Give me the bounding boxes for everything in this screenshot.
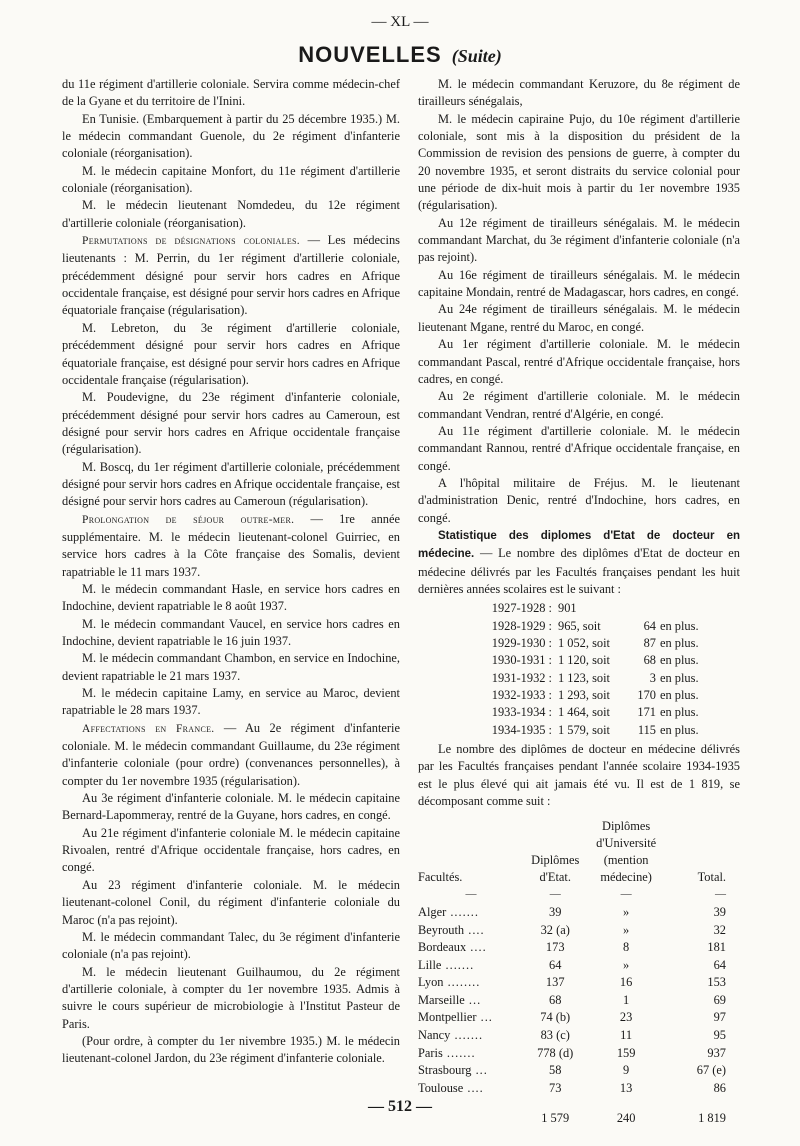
year-value: 1 052, soit (558, 636, 610, 650)
faculty-name: Montpellier (418, 1010, 477, 1025)
year-label: 1928-1929 : (491, 618, 552, 633)
paragraph: M. le médecin commandant Vaucel, en service hors cadres en Indochine, devient rapatriable le 16 juin 1937. (62, 616, 400, 648)
paragraph: M. Boscq, du 1er régiment d'artillerie coloniale, précédemment désigné pour servir hors cadres en Afrique occidentale française, est désigné pour servir hors cadres au Cameroun (régularisation). (62, 459, 400, 509)
leader-dots: ....... (442, 1045, 476, 1060)
total-universite: 240 (616, 1110, 636, 1125)
year-row (418, 722, 740, 739)
year-row (418, 618, 740, 635)
roman-folio: — XL — (371, 14, 429, 30)
paragraph: Au 2e régiment d'artillerie coloniale. M. le médecin commandant Vendran, rentré d'Algérie, en congé. (418, 389, 740, 421)
table-row (418, 1027, 740, 1045)
year-difference: 171 (637, 705, 656, 720)
cell-universite: 16 (619, 975, 633, 990)
paragraph: M. le médecin lieutenant Guilhaumou, du 2e régiment d'artillerie coloniale, à compter du 1er novembre 1935. Admis à suivre le cours supérieur de microbiologie à l'Institut Pasteur de Paris. (62, 964, 400, 1031)
year-suffix (656, 600, 660, 617)
year-suffix: en plus. (660, 636, 699, 650)
cell-etat: 173 (545, 940, 565, 955)
paragraph: Au 12e régiment de tirailleurs sénégalais. M. le médecin commandant Marchat, du 3e régiment d'infanterie coloniale (n'a pas rejoint). (418, 215, 740, 265)
leader-dots: .... (463, 1080, 484, 1095)
grand-total: 1 819 (698, 1110, 726, 1125)
faculty-name: Strasbourg (418, 1063, 472, 1078)
section-label: Statistique des diplomes d'Etat de docteur en médecine. (418, 529, 740, 561)
cell-etat: 39 (549, 904, 562, 919)
year-difference: 87 (643, 636, 656, 650)
paragraph-text: — Au 2e régiment d'infanterie coloniale. M. le médecin commandant Guillaume, du 23e régiment d'infanterie coloniale (pour ordre) (convenances personnelles), à compter du 1er novembre 1935 (régularisation). (62, 720, 400, 788)
year-label: 1933-1934 : (491, 705, 552, 720)
year-row (418, 600, 740, 617)
heading-title: NOUVELLES (298, 42, 442, 67)
table-row (418, 939, 740, 957)
leader-dots: .... (466, 940, 487, 955)
table-row (418, 992, 740, 1010)
paragraph-text: — Le nombre des diplômes d'Etat de docteur en médecine délivrés par les Facultés françaises pendant les huit dernières années scolaires est le suivant : (418, 546, 740, 596)
year-label: 1932-1933 : (491, 688, 552, 703)
paragraph: Au 21e régiment d'infanterie coloniale M. le médecin capitaine Rivoalen, rentré d'Afrique occidentale française, hors cadres, en congé. (62, 825, 400, 875)
paragraph: du 11e régiment d'artillerie coloniale. Servira comme médecin-chef de la Gyane et du territoire de l'Inini. (62, 77, 400, 109)
paragraph: Au 3e régiment d'infanterie coloniale. M. le médecin capitaine Bernard-Lapommeray, rentré de la Guyane, hors cadres, en congé. (62, 791, 400, 823)
paragraph: M. Lebreton, du 3e régiment d'artillerie coloniale, précédemment désigné pour servir hors cadres en Afrique équatoriale française, est désigné pour servir hors cadres en Afrique occidentale française (régularisation). (62, 320, 400, 387)
heading-subtitle: (Suite) (451, 46, 502, 66)
leader-dots: ... (476, 1010, 493, 1025)
column-header-universite: Diplômes d'Université (mention médecine) (596, 819, 657, 885)
paragraph: M. le médecin commandant Talec, du 3e régiment d'infanterie coloniale (n'a pas rejoint). (62, 929, 400, 962)
table-row (418, 1045, 740, 1063)
paragraph: Au 1er régiment d'artillerie coloniale. M. le médecin commandant Pascal, rentré d'Afrique occidentale française, hors cadres, en congé. (418, 337, 740, 386)
cell-universite: » (623, 922, 630, 937)
paragraph: Le nombre des diplômes de docteur en médecine délivrés par les Facultés françaises pendant l'année scolaire 1934-1935 est le plus élevé qui ait jamais été vu. Il est de 1 819, se décomposant comme suit : (418, 742, 740, 809)
paragraph: A l'hôpital militaire de Fréjus. M. le lieutenant d'administration Denic, rentré d'Indochine, hors cadres, en congé. (418, 475, 740, 525)
cell-total: 39 (713, 904, 726, 919)
cell-etat: 73 (549, 1080, 562, 1095)
paragraph: En Tunisie. (Embarquement à partir du 25 décembre 1935.) M. le médecin commandant Guenole, du 2e régiment d'infanterie coloniale (réorganisation). (62, 111, 400, 161)
year-row (418, 652, 740, 669)
cell-etat: 64 (549, 957, 562, 972)
paragraph (62, 232, 400, 320)
faculty-name: Lyon (418, 975, 444, 990)
faculty-name: Paris (418, 1045, 443, 1060)
paragraph: M. le médecin commandant Hasle, en service hors cadres en Indochine, devient rapatriable le 8 août 1937. (62, 581, 400, 614)
rule-dash: — (620, 888, 632, 901)
column-header-etat: Diplômes d'Etat. (531, 853, 580, 885)
year-label: 1934-1935 : (491, 722, 552, 737)
cell-etat: 83 (c) (540, 1028, 570, 1043)
year-suffix: en plus. (660, 618, 699, 633)
paragraph: Au 24e régiment de tirailleurs sénégalais. M. le médecin lieutenant Mgane, rentré du Maroc, en congé. (418, 302, 740, 334)
year-label: 1929-1930 : (491, 636, 552, 650)
year-difference: 64 (643, 618, 656, 633)
table-row (418, 1062, 740, 1080)
year-difference: 115 (637, 722, 656, 737)
year-value: 1 464, soit (558, 705, 610, 720)
leader-dots: ........ (443, 975, 481, 990)
cell-total: 937 (707, 1045, 726, 1060)
year-value: 1 123, soit (558, 670, 610, 685)
cell-universite: » (623, 957, 630, 972)
year-suffix: en plus. (660, 670, 699, 685)
faculty-name: Toulouse (418, 1080, 464, 1095)
section-heading (0, 42, 800, 68)
leader-dots: .... (464, 922, 485, 937)
cell-etat: 68 (549, 992, 562, 1007)
faculty-name: Nancy (418, 1028, 451, 1043)
cell-universite: 23 (619, 1010, 633, 1025)
year-label: 1931-1932 : (491, 670, 552, 685)
leader-dots: ....... (446, 904, 479, 919)
year-row (418, 687, 740, 704)
rule-dash: — (465, 888, 477, 901)
paragraph: M. le médecin lieutenant Nomdedeu, du 12e régiment d'artillerie coloniale (réorganisation). (62, 198, 400, 230)
paragraph: (Pour ordre, à compter du 1er nivembre 1935.) M. le médecin lieutenant-colonel Jardon, du 23e régiment d'infanterie coloniale. (62, 1033, 400, 1066)
year-suffix: en plus. (660, 653, 699, 668)
year-value: 1 579, soit (558, 722, 610, 737)
cell-etat: 74 (b) (540, 1010, 571, 1025)
leader-dots: ... (471, 1063, 488, 1078)
year-suffix: en plus. (660, 688, 699, 703)
leader-dots: ....... (450, 1028, 484, 1043)
cell-universite: 11 (620, 1028, 633, 1043)
cell-etat: 58 (549, 1063, 562, 1078)
table-row (418, 1009, 740, 1027)
year-value: 1 120, soit (558, 653, 610, 668)
year-suffix: en plus. (660, 722, 699, 737)
cell-etat: 137 (545, 975, 565, 990)
cell-total: 181 (707, 940, 726, 955)
year-label: 1930-1931 : (491, 653, 552, 668)
year-value: 1 293, soit (558, 688, 610, 703)
faculty-diploma-table (418, 818, 740, 1127)
year-value: 901 (558, 601, 577, 616)
cell-total: 86 (713, 1080, 726, 1095)
year-row (418, 635, 740, 652)
paragraph (62, 511, 400, 581)
faculty-name: Lille (418, 957, 442, 972)
cell-total: 153 (707, 975, 726, 990)
cell-etat: 778 (d) (537, 1045, 574, 1060)
faculty-name: Bordeaux (418, 940, 467, 955)
cell-universite: » (623, 904, 630, 919)
table-row (418, 1080, 740, 1098)
page-number: — 512 — (368, 1098, 432, 1115)
cell-total: 64 (713, 957, 726, 972)
rule-dash: — (715, 888, 726, 901)
paragraph: Au 23 régiment d'infanterie coloniale. M. le médecin lieutenant-colonel Conil, du régiment d'infanterie coloniale du Maroc (n'a pas rejoint). (62, 877, 400, 927)
year-row (418, 670, 740, 687)
cell-total: 95 (713, 1028, 726, 1043)
year-row (418, 704, 740, 721)
cell-etat: 32 (a) (540, 922, 570, 937)
faculty-name: Alger (418, 904, 447, 919)
paragraph: Au 11e régiment d'artillerie coloniale. M. le médecin commandant Rannou, rentré d'Afrique occidentale française, en congé. (418, 423, 740, 473)
paragraph: M. Poudevigne, du 23e régiment d'infanterie coloniale, précédemment désigné pour servir hors cadres au Cameroun, est désigné pour servir hors cadres en Afrique occidentale française (régularisation). (62, 390, 400, 457)
year-difference: 170 (637, 688, 656, 703)
paragraph: M. le médecin capiraine Pujo, du 10e régiment d'artillerie coloniale, sont mis à la disposition du président de la Commission de revision des pensions de guerre, à compter du 20 novembre 1935, et seront distraits du service colonial pour une période de dix-huit mois à partir du 1er novembre 1935 (régularisation). (418, 111, 740, 213)
table-row (418, 921, 740, 939)
cell-universite: 9 (623, 1063, 630, 1078)
right-column (418, 76, 740, 1127)
leader-dots: ... (464, 992, 482, 1007)
paragraph (62, 720, 400, 790)
yearly-diploma-list (418, 600, 740, 739)
left-column (62, 76, 400, 1068)
column-header-total: Total. (697, 870, 726, 885)
year-difference: 3 (649, 670, 656, 685)
section-label: Prolongation de séjour outre-mer. (82, 513, 295, 526)
year-suffix: en plus. (660, 705, 699, 720)
year-difference (626, 600, 656, 617)
cell-universite: 13 (619, 1080, 633, 1095)
cell-universite: 159 (616, 1045, 636, 1060)
table-row (418, 957, 740, 975)
paragraph: M. le médecin capitaine Monfort, du 11e régiment d'artillerie coloniale (réorganisation). (62, 163, 400, 196)
cell-total: 69 (713, 992, 726, 1007)
cell-total: 97 (713, 1010, 726, 1025)
year-difference: 68 (643, 653, 656, 668)
year-value: 965, soit (558, 618, 601, 633)
paragraph: Au 16e régiment de tirailleurs sénégalais. M. le médecin capitaine Mondain, rentré de Madagascar, hors cadres, en congé. (418, 267, 740, 300)
faculty-name: Beyrouth (418, 922, 465, 937)
total-etat: 1 579 (541, 1110, 570, 1125)
cell-universite: 8 (623, 940, 630, 955)
paragraph: M. le médecin commandant Keruzore, du 8e régiment de tirailleurs sénégalais, (418, 77, 740, 109)
section-label: Affectations en France. (82, 722, 215, 735)
column-header-faculte: Facultés. (418, 870, 463, 885)
paragraph: M. le médecin commandant Chambon, en service en Indochine, devient rapatriable le 21 mars 1937. (62, 651, 400, 683)
table-row (418, 904, 740, 922)
paragraph-text: — Les médecins lieutenants : M. Perrin, du 1er régiment d'artillerie coloniale, précédemment désigné pour servir hors cadres en Afrique occidentale française, est désigné pour servir hors cadres en Afrique équatoriale française (régularisation). (62, 233, 400, 318)
cell-universite: 1 (623, 992, 630, 1007)
rule-dash: — (549, 888, 561, 901)
paragraph: M. le médecin capitaine Lamy, en service au Maroc, devient rapatriable le 28 mars 1937. (62, 686, 400, 718)
leader-dots: ....... (441, 957, 475, 972)
year-label: 1927-1928 : (491, 601, 552, 616)
paragraph-text: — 1re année supplémentaire. M. le médecin lieutenant-colonel Guirriec, en service hors cadres à la Côte française des Somalis, devient rapatriable le 11 mars 1937. (62, 511, 400, 579)
paragraph (418, 527, 740, 598)
faculty-name: Marseille (418, 992, 465, 1007)
section-label: Permutations de désignations coloniales. (82, 235, 300, 248)
table-row (418, 974, 740, 992)
cell-total: 67 (e) (696, 1063, 726, 1078)
cell-total: 32 (713, 922, 726, 937)
